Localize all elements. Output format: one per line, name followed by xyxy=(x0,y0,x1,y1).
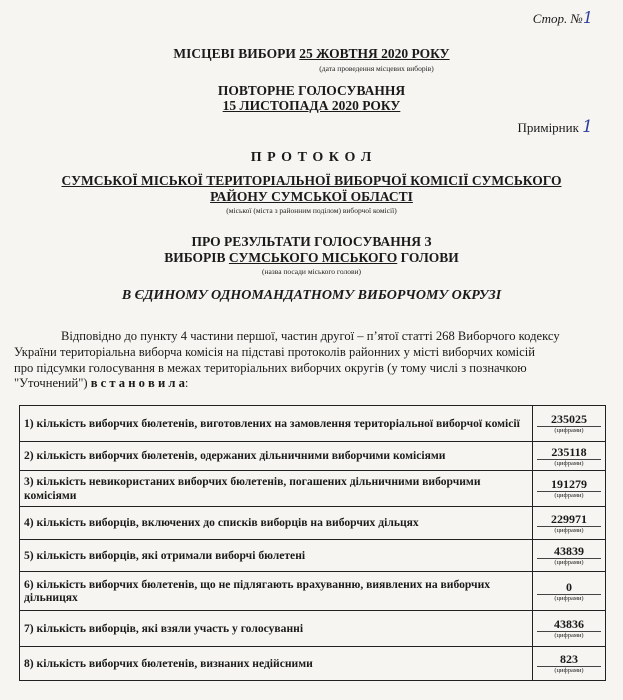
row-value: 235118 xyxy=(551,444,587,459)
about-post: ГОЛОВИ xyxy=(397,250,459,265)
row-value-cell xyxy=(533,540,606,572)
commission-line-2: РАЙОНУ СУМСЬКОЇ ОБЛАСТІ xyxy=(210,189,413,204)
value-caption: (цифрами) xyxy=(537,491,601,500)
row-label: 3) кількість невикористаних виборчих бюлетенів, погашених дільничними виборчими комісіями xyxy=(20,471,533,507)
page-number-prefix: Стор. № xyxy=(532,11,583,26)
election-date: 25 ЖОВТНЯ 2020 РОКУ xyxy=(299,46,450,61)
paragraph-line-2: України територіальна виборча комісія на підставі протоколів районних у місті виборчих комісій xyxy=(14,344,535,359)
row-value: 43836 xyxy=(554,617,584,631)
copy-number xyxy=(518,117,594,137)
paragraph-uточнений: "Уточнений") xyxy=(14,376,91,391)
about-caption: (назва посади міського голови) xyxy=(261,267,362,276)
commission-line-1: СУМСЬКОЇ МІСЬКОЇ ТЕРИТОРІАЛЬНОЇ ВИБОРЧОЇ КОМІСІЇ СУМСЬКОГО xyxy=(61,173,562,188)
about-position: СУМСЬКОГО МІСЬКОГО xyxy=(228,250,398,265)
protocol-title: П Р О Т О К О Л xyxy=(250,150,373,165)
paragraph-resolved: в с т а н о в и л а xyxy=(90,376,185,391)
row-value-cell xyxy=(533,471,606,507)
about-line-2 xyxy=(0,250,623,266)
page-number-value: 1 xyxy=(582,8,593,27)
value-caption: (цифрами) xyxy=(537,459,601,468)
table-row xyxy=(20,442,606,471)
row-value-cell xyxy=(533,647,606,681)
row-value: 43839 xyxy=(554,544,584,558)
row-label: 4) кількість виборців, включених до списків виборців на виборчих дільцях xyxy=(20,507,533,540)
election-title-plain: МІСЦЕВІ ВИБОРИ xyxy=(173,46,300,61)
repeat-line-2: 15 ЛИСТОПАДА 2020 РОКУ xyxy=(222,98,401,113)
row-value: 191279 xyxy=(551,477,587,491)
row-value-cell xyxy=(533,572,606,611)
row-value: 235025 xyxy=(551,412,587,426)
row-label: 1) кількість виборчих бюлетенів, виготовлених на замовлення територіальної виборчої комісії xyxy=(20,406,533,442)
paragraph-line-1: Відповідно до пункту 4 частини першої, частин другої – п’ятої статті 268 Виборчого кодексу xyxy=(61,329,560,343)
table-row xyxy=(20,572,606,611)
table-row xyxy=(20,406,606,442)
row-label: 2) кількість виборчих бюлетенів, одержаних дільничними виборчими комісіями xyxy=(20,442,533,471)
value-caption: (цифрами) xyxy=(537,631,601,640)
repeat-line-1: ПОВТОРНЕ ГОЛОСУВАННЯ xyxy=(217,83,406,98)
row-value: 0 xyxy=(566,579,572,594)
commission-caption: (міської (міста з районним поділом) виборчої комісії) xyxy=(226,206,397,215)
row-label: 8) кількість виборчих бюлетенів, визнаних недійсними xyxy=(20,647,533,681)
copy-value: 1 xyxy=(582,117,593,137)
row-value: 823 xyxy=(560,652,578,666)
row-label: 6) кількість виборчих бюлетенів, що не підлягають врахуванню, виявлених на виборчих дільницях xyxy=(20,572,533,611)
results-table xyxy=(19,405,606,681)
row-value: 229971 xyxy=(551,511,587,526)
row-value-cell xyxy=(533,611,606,647)
intro-paragraph xyxy=(14,329,609,392)
row-label: 5) кількість виборців, які отримали виборчі бюлетені xyxy=(20,540,533,572)
paragraph-line-3: про підсумки голосування в межах територіальних виборчих округів (у тому числі з позначкою xyxy=(14,360,527,375)
value-caption: (цифрами) xyxy=(537,666,601,675)
row-value-cell xyxy=(533,406,606,442)
page-number xyxy=(533,8,593,27)
row-value-cell xyxy=(533,507,606,540)
election-title xyxy=(0,46,623,62)
district-title: В ЄДИНОМУ ОДНОМАНДАТНОМУ ВИБОРЧОМУ ОКРУЗІ xyxy=(121,288,502,303)
election-date-caption: (дата проведення місцевих виборів) xyxy=(319,64,434,73)
about-line-1: ПРО РЕЗУЛЬТАТИ ГОЛОСУВАННЯ З xyxy=(191,234,432,249)
table-row xyxy=(20,540,606,572)
copy-label: Примірник xyxy=(517,120,583,135)
row-label: 7) кількість виборців, які взяли участь у голосуванні xyxy=(20,611,533,647)
table-row xyxy=(20,647,606,681)
value-caption: (цифрами) xyxy=(537,526,601,535)
row-value-cell xyxy=(533,442,606,471)
table-row xyxy=(20,611,606,647)
table-row xyxy=(20,507,606,540)
table-row xyxy=(20,471,606,507)
paragraph-line-4 xyxy=(14,376,609,392)
value-caption: (цифрами) xyxy=(537,426,601,435)
value-caption: (цифрами) xyxy=(537,558,601,567)
about-pre: ВИБОРІВ xyxy=(164,250,229,265)
value-caption: (цифрами) xyxy=(537,594,601,603)
paragraph-colon: : xyxy=(184,376,189,391)
